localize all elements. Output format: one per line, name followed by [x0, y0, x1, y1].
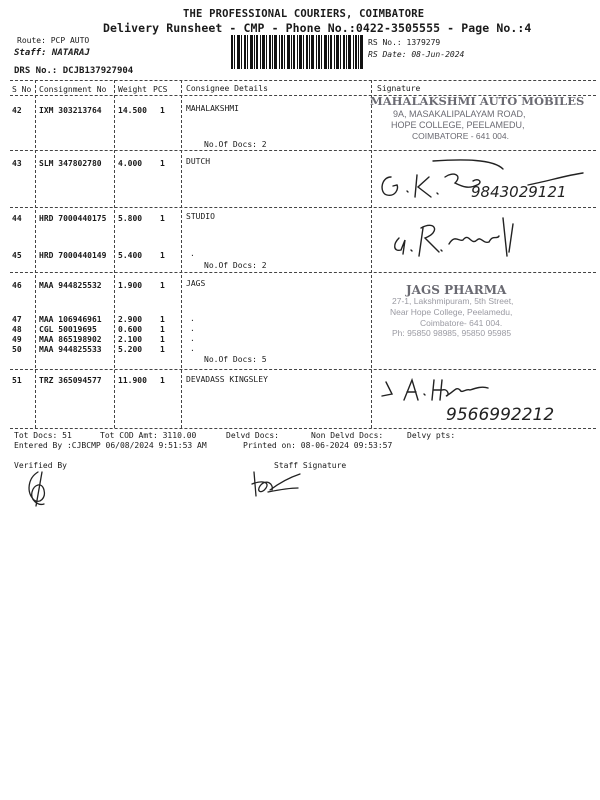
row-sno: 43: [12, 159, 22, 168]
rs-date: RS Date: 08-Jun-2024: [368, 50, 465, 59]
handwritten-signature: [376, 372, 596, 428]
table-bottom-rule: [10, 428, 596, 429]
docs-count: No.Of Docs: 5: [204, 355, 267, 364]
stamp-mahalakshmi-line: 9A, MASAKALIPALAYAM ROAD,: [393, 109, 526, 119]
weight: 2.100: [118, 335, 143, 344]
col-header-sno: S No: [12, 85, 32, 94]
stamp-jags-line: Coimbatore- 641 004.: [420, 318, 503, 328]
row-sno: 44: [12, 214, 22, 223]
row-sno: 47: [12, 315, 22, 324]
row-sno: 48: [12, 325, 22, 334]
col-header-weight: Weight: [118, 85, 147, 94]
consignment-no: MAA 106946961: [39, 315, 102, 324]
weight: 14.500: [118, 106, 147, 115]
row-sno: 46: [12, 281, 22, 290]
row-rule: [10, 150, 596, 151]
row-sno: 51: [12, 376, 22, 385]
consignment-no: SLM 347802780: [39, 159, 102, 168]
col-divider: [114, 80, 115, 428]
row-sno: 49: [12, 335, 22, 344]
stamp-mahalakshmi-name: MAHALAKSHMI AUTO MOBILES: [370, 94, 585, 108]
consignment-no: HRD 7000440175: [39, 214, 107, 223]
signer-phone: 9843029121: [471, 183, 567, 201]
row-sno: 45: [12, 251, 22, 260]
stamp-jags-line: 27-1, Lakshmipuram, 5th Street,: [392, 296, 514, 306]
consignee-name: .: [190, 314, 195, 323]
non-delivered-docs: Non Delvd Docs:: [311, 431, 384, 440]
route-label: Route: PCP AUTO: [17, 36, 90, 45]
consignment-no: HRD 7000440149: [39, 251, 107, 260]
row-sno: 42: [12, 106, 22, 115]
barcode: [231, 35, 363, 69]
col-divider: [371, 80, 372, 428]
verified-by-label: Verified By: [14, 461, 67, 470]
pcs: 1: [160, 315, 165, 324]
pcs: 1: [160, 214, 165, 223]
pcs: 1: [160, 335, 165, 344]
docs-count: No.Of Docs: 2: [204, 261, 267, 270]
row-rule: [10, 272, 596, 273]
stamp-jags-name: JAGS PHARMA: [406, 283, 507, 297]
runsheet-title: Delivery Runsheet - CMP - Phone No.:0422-3505555 - Page No.:4: [103, 21, 532, 35]
rs-number: RS No.: 1379279: [368, 38, 441, 47]
consignee-name: STUDIO: [186, 212, 215, 221]
stamp-mahalakshmi-line: HOPE COLLEGE, PEELAMEDU,: [391, 120, 525, 130]
handwritten-signature: [385, 210, 530, 265]
total-docs: Tot Docs: 51: [14, 431, 72, 440]
pcs: 1: [160, 106, 165, 115]
consignee-name: MAHALAKSHMI: [186, 104, 239, 113]
handwritten-signature: [373, 155, 588, 210]
weight: 5.200: [118, 345, 143, 354]
pcs: 1: [160, 325, 165, 334]
consignee-name: .: [190, 344, 195, 353]
consignee-name: DUTCH: [186, 157, 211, 166]
pcs: 1: [160, 251, 165, 260]
drs-number: DRS No.: DCJB137927904: [14, 66, 134, 76]
weight: 0.600: [118, 325, 143, 334]
delivery-points: Delvy pts:: [407, 431, 456, 440]
consignee-name: .: [190, 334, 195, 343]
consignee-name: .: [190, 249, 195, 258]
stamp-mahalakshmi-line: COIMBATORE - 641 004.: [412, 131, 509, 141]
staff-signature: [248, 466, 304, 500]
col-header-consignment: Consignment No: [39, 85, 107, 94]
consignment-no: MAA 944825532: [39, 281, 102, 290]
consignment-no: IXM 303213764: [39, 106, 102, 115]
consignment-no: CGL 50019695: [39, 325, 97, 334]
docs-count: No.Of Docs: 2: [204, 140, 267, 149]
staff-name: Staff: NATARAJ: [14, 48, 90, 58]
stamp-jags-line: Near Hope College, Peelamedu,: [390, 307, 513, 317]
signer-phone: 9566992212: [446, 405, 555, 425]
weight: 5.400: [118, 251, 143, 260]
consignee-name: .: [190, 324, 195, 333]
total-cod-amount: Tot COD Amt: 3110.00: [100, 431, 197, 440]
pcs: 1: [160, 376, 165, 385]
entered-by: Entered By :CJBCMP 06/08/2024 9:51:53 AM: [14, 441, 207, 450]
weight: 2.900: [118, 315, 143, 324]
table-top-rule: [10, 80, 596, 81]
consignee-name: JAGS: [186, 279, 206, 288]
consignee-name: DEVADASS KINGSLEY: [186, 375, 268, 384]
weight: 1.900: [118, 281, 143, 290]
row-sno: 50: [12, 345, 22, 354]
col-header-consignee: Consignee Details: [186, 84, 268, 93]
consignment-no: MAA 865198902: [39, 335, 102, 344]
company-name: THE PROFESSIONAL COURIERS, COIMBATORE: [183, 8, 425, 20]
col-header-pcs: PCS: [153, 85, 168, 94]
col-divider: [181, 80, 182, 428]
pcs: 1: [160, 345, 165, 354]
pcs: 1: [160, 281, 165, 290]
printed-on: Printed on: 08-06-2024 09:53:57: [243, 441, 393, 450]
row-rule: [10, 369, 596, 370]
verifier-signature: [24, 470, 54, 508]
consignment-no: TRZ 365094577: [39, 376, 102, 385]
col-header-signature: Signature: [377, 84, 421, 93]
weight: 4.000: [118, 159, 143, 168]
pcs: 1: [160, 159, 165, 168]
col-divider: [35, 80, 36, 428]
consignment-no: MAA 944825533: [39, 345, 102, 354]
delivered-docs: Delvd Docs:: [226, 431, 279, 440]
weight: 5.800: [118, 214, 143, 223]
staff-signature-label: Staff Signature: [274, 461, 347, 470]
weight: 11.900: [118, 376, 147, 385]
stamp-jags-line: Ph: 95850 98985, 95850 95985: [392, 328, 512, 338]
